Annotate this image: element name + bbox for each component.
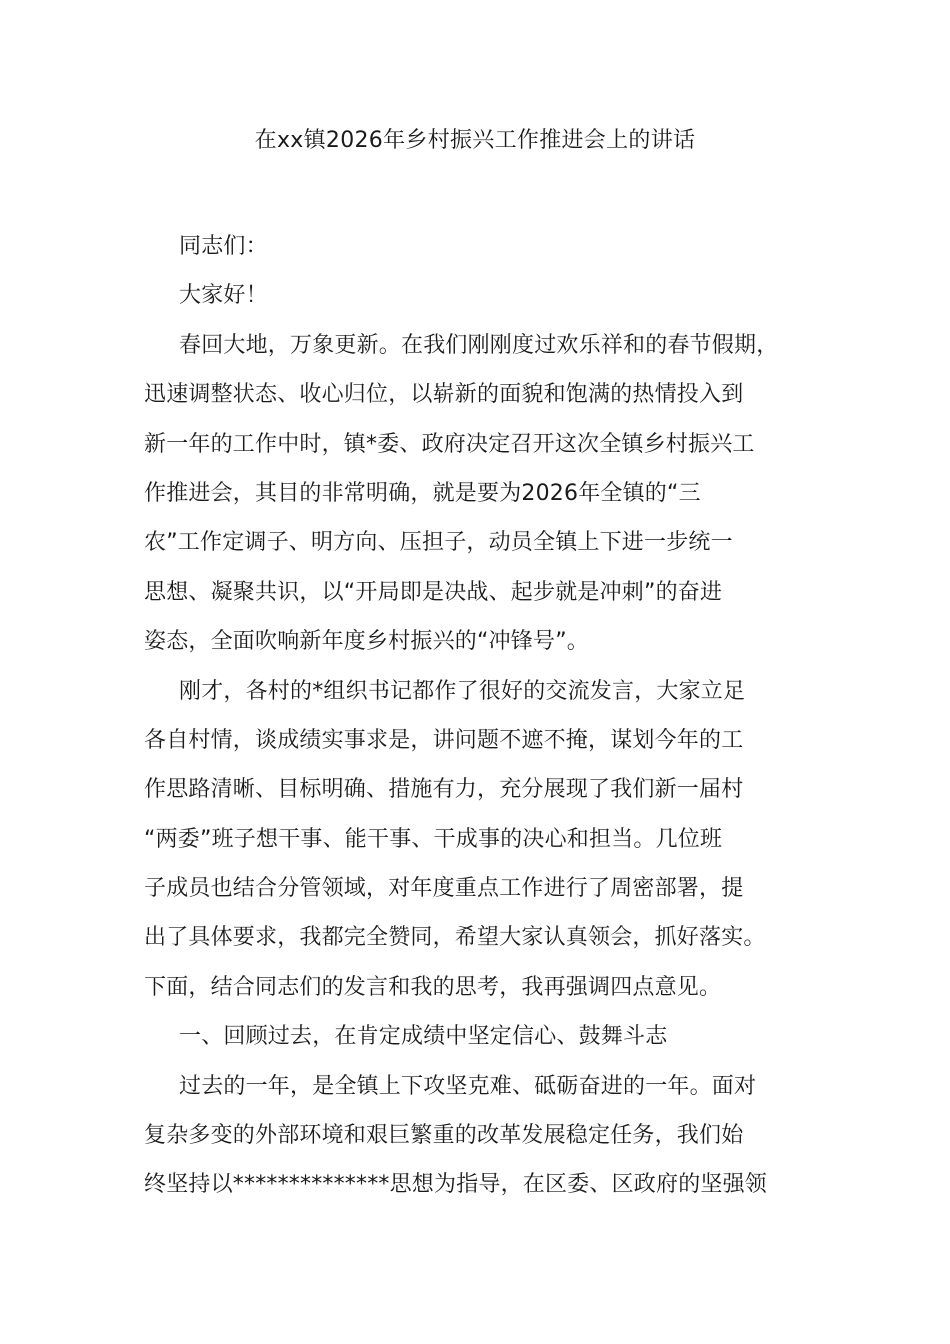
- paragraph-line: 迅速调整状态、收心归位，以崭新的面貌和饱满的热情投入到: [144, 382, 744, 408]
- paragraph-line: 姿态，全面吹响新年度乡村振兴的“冲锋号”。: [144, 629, 589, 655]
- section-heading: 一、回顾过去，在肯定成绩中坚定信心、鼓舞斗志: [179, 1024, 668, 1050]
- paragraph-line: 思想、凝聚共识，以“开局即是决战、起步就是冲刺”的奋进: [144, 579, 723, 605]
- paragraph-line: 新一年的工作中时，镇*委、政府决定召开这次全镇乡村振兴工: [144, 431, 755, 457]
- document-body: [144, 222, 816, 1210]
- salutation-line: 同志们：: [179, 234, 268, 259]
- paragraph-line: 过去的一年，是全镇上下攻坚克难、砥砺奋进的一年。面对: [179, 1073, 757, 1099]
- paragraph-line: 刚才，各村的*组织书记都作了很好的交流发言，大家立足: [179, 678, 746, 704]
- paragraph-line: 下面，结合同志们的发言和我的思考，我再强调四点意见。: [144, 974, 722, 1000]
- document-title: 在xx镇2026年乡村振兴工作推进会上的讲话: [254, 128, 696, 153]
- paragraph-line: 作思路清晰、目标明确、措施有力，充分展现了我们新一届村: [144, 777, 744, 803]
- paragraph-line: 终坚持以**************思想为指导，在区委、区政府的坚强领: [144, 1172, 768, 1198]
- paragraph-line: 子成员也结合分管领域，对年度重点工作进行了周密部署，提: [144, 876, 744, 902]
- paragraph-line: 作推进会，其目的非常明确，就是要为2026年全镇的“三: [144, 480, 701, 506]
- paragraph-line: 各自村情，谈成绩实事求是，讲问题不遮不掩，谋划今年的工: [144, 727, 744, 753]
- paragraph-line: 出了具体要求，我都完全赞同，希望大家认真领会，抓好落实。: [144, 925, 766, 951]
- greeting-line: 大家好！: [179, 283, 268, 309]
- paragraph-line: 春回大地，万象更新。在我们刚刚度过欢乐祥和的春节假期，: [179, 332, 779, 358]
- paragraph-line: 复杂多变的外部环境和艰巨繁重的改革发展稳定任务，我们始: [144, 1123, 744, 1149]
- paragraph-line: “两委”班子想干事、能干事、干成事的决心和担当。几位班: [144, 826, 723, 852]
- paragraph-line: 农”工作定调子、明方向、压担子，动员全镇上下进一步统一: [144, 530, 733, 556]
